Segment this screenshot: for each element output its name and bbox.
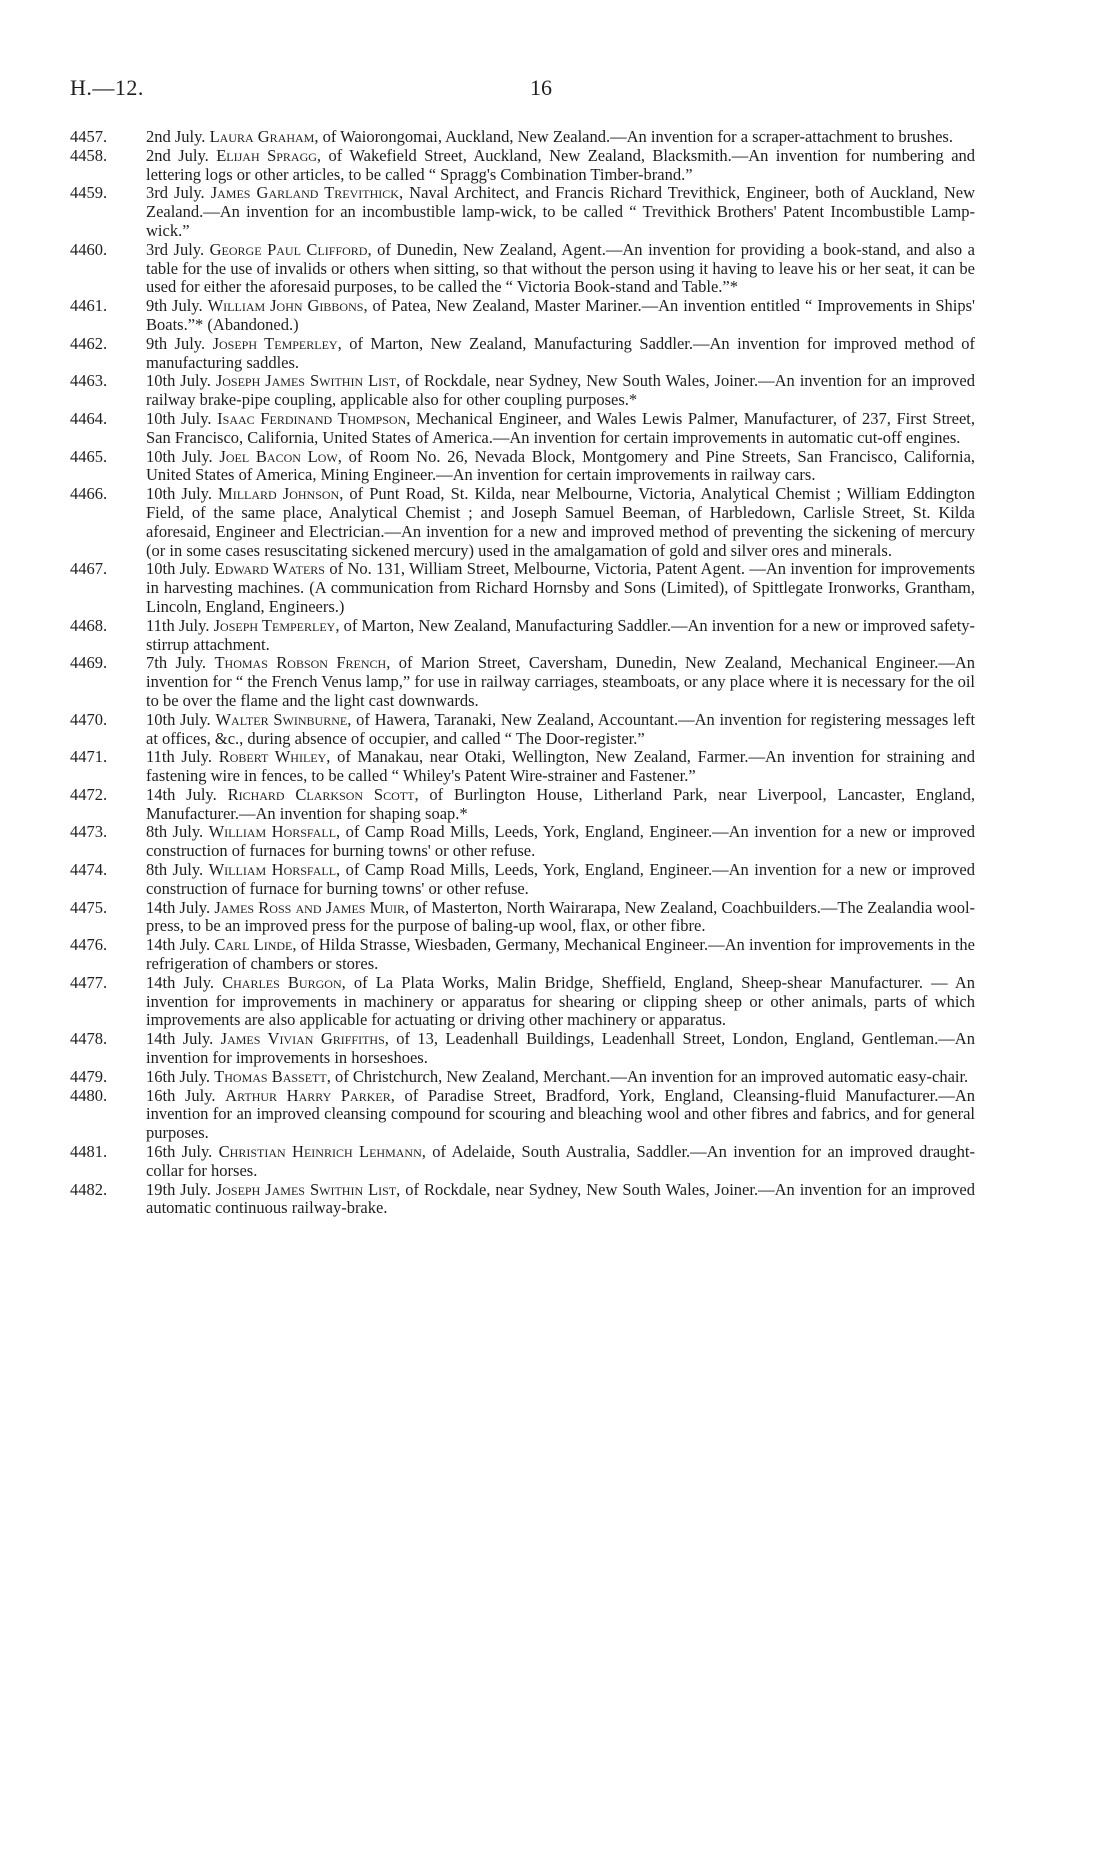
patent-entry <box>70 786 975 824</box>
entry-description: of Camp Road Mills, Leeds, York, England, Engineer.—An invention for a new or improved construction of furnace for burning towns' or other refuse. <box>146 860 976 898</box>
entry-date: 10th July. <box>146 709 211 729</box>
entry-number: 4460. <box>70 239 108 259</box>
entry-date: 8th July. <box>146 822 204 842</box>
applicant-name: Laura Graham, <box>209 127 319 146</box>
applicant-name: Joseph Temperley, <box>213 615 340 635</box>
entry-number: 4457. <box>70 127 108 146</box>
entry-date: 14th July. <box>146 935 211 955</box>
entry-number: 4475. <box>70 897 108 917</box>
applicant-name: Joseph Temperley, <box>212 333 342 353</box>
entry-description: of Christchurch, New Zealand, Merchant.—An invention for an improved automatic easy-chair. <box>334 1066 969 1086</box>
entry-number: 4479. <box>70 1066 108 1086</box>
entry-date: 16th July. <box>146 1066 211 1086</box>
patent-entry <box>70 128 975 147</box>
applicant-name: Christian Heinrich Lehmann, <box>218 1142 426 1162</box>
applicant-name: Carl Linde, <box>214 935 297 955</box>
entry-description: of Punt Road, St. Kilda, near Melbourne, Victoria, Analytical Chemist ; William Eddington Field, of the same place, Analytical Chemist ; and Joseph Samuel Beeman, of Harbledown, Carlisle Street, St. Kilda aforesaid, Engineer and Electrician.—An invention for a new and improved method of preventing the sickening of mercury (or in some cases resuscitating sickened mercury) used in the amalgamation of gold and silver ores and minerals. <box>146 484 975 560</box>
applicant-name: James Garland Trevithick, <box>210 183 404 203</box>
entry-number: 4462. <box>70 333 108 353</box>
entry-description: of Marton, New Zealand, Manufacturing Saddler.—An invention for improved method of manufacturing saddles. <box>146 333 976 372</box>
entry-date: 2nd July. <box>146 127 206 146</box>
applicant-name: Richard Clarkson Scott, <box>227 784 419 804</box>
patent-entry <box>70 654 975 710</box>
entry-description: of Camp Road Mills, Leeds, York, England, Engineer.—An invention for a new or improved construction of furnaces for burning towns' or other refuse. <box>146 822 976 861</box>
applicant-name: Robert Whiley, <box>218 747 331 767</box>
patent-entry <box>70 241 975 297</box>
entry-date: 19th July. <box>146 1179 211 1199</box>
applicant-name: William John Gibbons, <box>207 296 368 316</box>
applicant-name: James Vivian Griffiths, <box>220 1029 389 1049</box>
entry-date: 7th July. <box>146 653 207 673</box>
applicant-name: Charles Burgon, <box>222 972 346 992</box>
applicant-name: Walter Swinburne, <box>215 709 352 729</box>
applicant-name: Joseph James Swithin List, <box>215 371 401 391</box>
entry-date: 11th July. <box>146 615 210 635</box>
document-reference: H.—12. <box>70 75 144 100</box>
entry-date: 10th July. <box>146 484 212 504</box>
entry-date: 9th July. <box>146 296 203 316</box>
entry-number: 4468. <box>70 615 108 635</box>
applicant-name: Isaac Ferdinand Thompson, <box>217 408 411 428</box>
entry-number: 4458. <box>70 145 108 165</box>
applicant-name: Thomas Robson French, <box>214 653 391 673</box>
patent-entry <box>70 485 975 560</box>
entry-date: 10th July. <box>146 446 213 466</box>
applicant-name: Edward Waters <box>214 559 325 579</box>
entry-description: of Marion Street, Caversham, Dunedin, New Zealand, Mechanical Engineer.—An invention for “ the French Venus lamp,” for use in railway carriages, steamboats, or any place where it is necessary for the oil to be over the flame and the light cast downwards. <box>146 653 975 710</box>
entry-date: 16th July. <box>146 1142 213 1162</box>
entry-date: 3rd July. <box>146 239 205 259</box>
patent-entry <box>70 899 975 937</box>
entry-number: 4464. <box>70 408 108 428</box>
entry-number: 4474. <box>70 860 108 880</box>
entry-number: 4467. <box>70 559 108 579</box>
patent-entry <box>70 823 975 861</box>
entry-date: 16th July. <box>146 1085 216 1105</box>
entry-date: 3rd July. <box>146 183 205 203</box>
entry-date: 11th July. <box>146 747 212 767</box>
applicant-name: William Horsfall, <box>208 822 341 842</box>
entry-number: 4478. <box>70 1029 108 1049</box>
patent-entry <box>70 147 975 185</box>
entry-number: 4472. <box>70 784 108 804</box>
entry-number: 4466. <box>70 484 108 504</box>
page-header <box>70 75 975 105</box>
patent-entry <box>70 1068 975 1087</box>
patent-entry <box>70 711 975 749</box>
patent-entry <box>70 410 975 448</box>
entry-number: 4470. <box>70 709 108 729</box>
entry-date: 14th July. <box>146 784 217 804</box>
entry-description: of Paradise Street, Bradford, York, England, Cleansing-fluid Manufacturer.—An invention for an improved cleansing compound for scouring and bleaching wool and other fibres and fabrics, and for general purposes. <box>146 1085 976 1143</box>
entry-description: Mechanical Engineer, and Wales Lewis Palmer, Manufacturer, of 237, First Street, San Francisco, California, United States of America.—An invention for certain improvements in automatic cut-off engines. <box>146 408 976 447</box>
entry-number: 4481. <box>70 1142 108 1162</box>
patent-entry <box>70 560 975 616</box>
patent-entry <box>70 448 975 486</box>
patent-entry <box>70 372 975 410</box>
entry-date: 14th July. <box>146 1029 214 1049</box>
entry-number: 4480. <box>70 1085 108 1105</box>
patent-entry <box>70 1143 975 1181</box>
patent-entry <box>70 861 975 899</box>
patent-entry <box>70 748 975 786</box>
entry-number: 4469. <box>70 653 108 673</box>
entry-description: of No. 131, William Street, Melbourne, Victoria, Patent Agent. —An invention for improvements in harvesting machines. (A communication from Richard Hornsby and Sons (Limited), of Spittlegate Ironworks, Grantham, Lincoln, England, Engineers.) <box>146 559 976 616</box>
patent-entries-list <box>70 128 975 1218</box>
patent-entry <box>70 617 975 655</box>
page-number: 16 <box>530 75 552 100</box>
entry-description: of Waiorongomai, Auckland, New Zealand.—An invention for a scraper-attachment to brushes. <box>322 127 953 146</box>
applicant-name: Millard Johnson, <box>218 484 344 504</box>
entry-description: of Patea, New Zealand, Master Mariner.—An invention entitled “ Improvements in Ships' Boats.”* (Abandoned.) <box>146 296 975 334</box>
entry-date: 10th July. <box>146 559 211 579</box>
entry-number: 4463. <box>70 371 108 391</box>
entry-description: of Hawera, Taranaki, New Zealand, Accountant.—An invention for registering messages left at offices, &c., during absence of occupier, and called “ The Door-register.” <box>146 709 976 748</box>
entry-description: Naval Architect, and Francis Richard Trevithick, Engineer, both of Auckland, New Zealand.—An invention for an incombustible lamp-wick, to be called “ Trevithick Brothers' Patent Incombustible Lamp-wick.” <box>146 183 976 240</box>
applicant-name: Arthur Harry Parker, <box>225 1085 395 1105</box>
applicant-name: James Ross and James Muir, <box>214 897 410 917</box>
applicant-name: George Paul Clifford, <box>209 239 372 259</box>
entry-number: 4482. <box>70 1179 108 1199</box>
entry-description: of Marton, New Zealand, Manufacturing Saddler.—An invention for a new or improved safety-stirrup attachment. <box>146 615 976 654</box>
entry-date: 10th July. <box>146 371 211 391</box>
entry-description: of La Plata Works, Malin Bridge, Sheffield, England, Sheep-shear Manufacturer. — An invention for improvements in machinery or apparatus for shearing or clipping sheep or other animals, parts of which improvements are also applicable for actuating or driving other machinery or apparatus. <box>146 972 976 1030</box>
entry-number: 4476. <box>70 935 108 955</box>
entry-description: of Rockdale, near Sydney, New South Wales, Joiner.—An invention for an improved railway brake-pipe coupling, applicable also for other coupling purposes.* <box>146 371 975 410</box>
entry-description: of Hilda Strasse, Wiesbaden, Germany, Mechanical Engineer.—An invention for improvements in the refrigeration of chambers or stores. <box>146 935 975 974</box>
entry-description: of Masterton, North Wairarapa, New Zealand, Coachbuilders.—The Zealandia wool-press, to be an improved press for the purpose of baling-up wool, flax, or other fibre. <box>146 897 976 936</box>
applicant-name: Thomas Bassett, <box>214 1066 331 1086</box>
entry-number: 4461. <box>70 296 108 316</box>
entry-number: 4471. <box>70 747 108 767</box>
entry-description: of Room No. 26, Nevada Block, Montgomery and Pine Streets, San Francisco, California, United States of America, Mining Engineer.—An invention for certain improvements in railway cars. <box>146 446 976 485</box>
entry-description: of Adelaide, South Australia, Saddler.—An invention for an improved draught-collar for horses. <box>146 1142 976 1180</box>
entry-description: of Dunedin, New Zealand, Agent.—An invention for providing a book-stand, and also a table for the use of invalids or others when sitting, so that without the person using it having to leave his or her seat, it can be used for either the aforesaid purposes, to be called the “ Victoria Book-stand and Table.”* <box>146 239 975 297</box>
patent-entry <box>70 1087 975 1143</box>
entry-description: of 13, Leadenhall Buildings, Leadenhall Street, London, England, Gentleman.—An invention for improvements in horseshoes. <box>146 1029 975 1068</box>
patent-entry <box>70 1030 975 1068</box>
entry-number: 4465. <box>70 446 108 466</box>
entry-number: 4477. <box>70 972 108 992</box>
applicant-name: William Horsfall, <box>208 860 341 880</box>
applicant-name: Joel Bacon Low, <box>219 446 342 466</box>
entry-number: 4459. <box>70 183 108 203</box>
entry-date: 9th July. <box>146 333 206 353</box>
applicant-name: Joseph James Swithin List, <box>215 1179 401 1199</box>
patent-entry <box>70 335 975 373</box>
entry-description: of Wakefield Street, Auckland, New Zealand, Blacksmith.—An invention for numbering and lettering logs or other articles, to be called “ Spragg's Combination Timber-brand.” <box>146 145 976 184</box>
entry-number: 4473. <box>70 822 108 842</box>
entry-date: 14th July. <box>146 972 215 992</box>
applicant-name: Elijah Spragg, <box>216 145 322 165</box>
entry-description: of Burlington House, Litherland Park, near Liverpool, Lancaster, England, Manufacturer.—An invention for shaping soap.* <box>146 784 976 823</box>
patent-entry <box>70 184 975 240</box>
patent-entry <box>70 974 975 1030</box>
entry-date: 8th July. <box>146 860 204 880</box>
entry-date: 10th July. <box>146 408 212 428</box>
entry-date: 2nd July. <box>146 145 209 165</box>
entry-date: 14th July. <box>146 897 211 917</box>
patent-entry <box>70 297 975 335</box>
entry-description: of Rockdale, near Sydney, New South Wales, Joiner.—An invention for an improved automatic continuous railway-brake. <box>146 1179 975 1218</box>
patent-entry <box>70 1181 975 1219</box>
entry-description: of Manakau, near Otaki, Wellington, New Zealand, Farmer.—An invention for straining and fastening wire in fences, to be called “ Whiley's Patent Wire-strainer and Fastener.” <box>146 747 976 786</box>
patent-entry <box>70 936 975 974</box>
